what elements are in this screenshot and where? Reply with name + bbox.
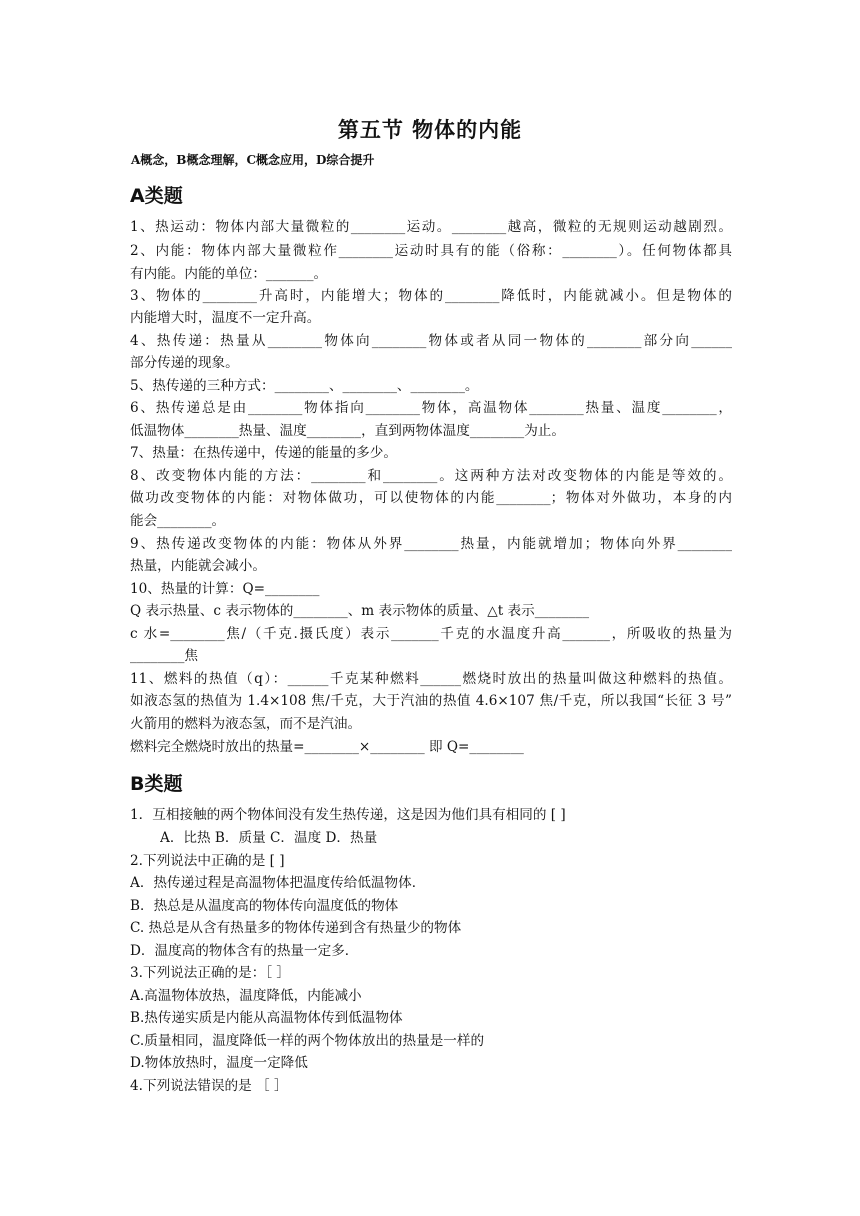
a-line-10: 低温物体________热量、温度________，直到两物体温度________为止。 [130, 423, 565, 439]
a-line-19: c 水=________焦/（千克.摄氏度）表示_______千克的水温度升高_______，所吸收的热量为 [130, 626, 732, 642]
b-question-3: 3.下列说法正确的是：［ ］ [130, 965, 291, 981]
a-line-11: 7、热量：在热传递中，传递的能量的多少。 [130, 445, 397, 461]
b-question-2-option-d: D．温度高的物体含有的热量一定多． [130, 943, 359, 959]
b-question-2: 2.下列说法中正确的是 [ ] [130, 853, 285, 869]
a-line-6: 4、热传递：热量从________物体向________物体或者从同一物体的________部分向______ [130, 333, 732, 349]
a-line-12: 8、改变物体内能的方法：________和________。这两种方法对改变物体的内能是等效的。 [130, 468, 732, 484]
b-question-3-option-c: C.质量相同，温度降低一样的两个物体放出的热量是一样的 [130, 1033, 485, 1049]
section-a-heading: A类题 [130, 185, 183, 207]
a-line-17: 10、热量的计算：Q=________ [130, 581, 320, 597]
b-question-3-option-b: B.热传递实质是内能从高温物体传到低温物体 [130, 1010, 403, 1026]
a-line-13: 做功改变物体的内能：对物体做功，可以使物体的内能________；物体对外做功，本身的内 [130, 490, 732, 506]
a-line-8: 5、热传递的三种方式：________、________、________。 [130, 378, 479, 394]
a-line-5: 内能增大时，温度不一定升高。 [130, 310, 321, 326]
a-line-1: 1、热运动：物体内部大量微粒的________运动。________越高，微粒的无规则运动越剧烈。 [130, 219, 732, 235]
level-legend: A概念，B概念理解，C概念应用，D综合提升 [131, 153, 375, 167]
b-question-4: 4.下列说法错误的是 ［ ］ [130, 1078, 288, 1094]
b-question-2-option-a: A．热传递过程是高温物体把温度传给低温物体． [130, 875, 426, 891]
a-line-21: 11、燃料的热值（q）：______千克某种燃料______燃烧时放出的热量叫做这种燃料的热值。 [130, 671, 732, 687]
a-line-7: 部分传递的现象。 [130, 355, 239, 371]
b-question-1: 1．互相接触的两个物体间没有发生热传递，这是因为他们具有相同的 [ ] [130, 807, 566, 823]
a-line-18: Q 表示热量、c 表示物体的________、m 表示物体的质量、△t 表示________ [130, 603, 590, 619]
b-question-2-option-b: B．热总是从温度高的物体传向温度低的物体 [130, 898, 399, 914]
a-line-20: ________焦 [130, 648, 198, 664]
b-question-1-options: A．比热 B．质量 C．温度 D．热量 [160, 830, 378, 846]
b-question-2-option-c: C. 热总是从含有热量多的物体传递到含有热量少的物体 [130, 920, 462, 936]
a-line-23: 火箭用的燃料为液态氢，而不是汽油。 [130, 716, 362, 732]
page-title: 第五节 物体的内能 [337, 118, 523, 142]
a-line-4: 3、物体的________升高时，内能增大；物体的________降低时，内能就减小。但是物体的 [130, 288, 732, 304]
a-line-9: 6、热传递总是由________物体指向________物体，高温物体________热量、温度________， [130, 400, 732, 416]
a-line-24: 燃料完全燃烧时放出的热量=________×________ 即 Q=________ [130, 739, 524, 755]
a-line-14: 能会________。 [130, 513, 226, 529]
a-line-3: 有内能。内能的单位：_______。 [130, 266, 328, 282]
a-line-22: 如液态氢的热值为 1.4×108 焦/千克，大于汽油的热值 4.6×107 焦/千克，所以我国“长征 3 号” [130, 693, 732, 709]
b-question-3-option-a: A.高温物体放热，温度降低，内能减小 [130, 988, 362, 1004]
section-b-heading: B类题 [130, 773, 183, 795]
b-question-3-option-d: D.物体放热时，温度一定降低 [130, 1055, 308, 1071]
a-line-2: 2、内能：物体内部大量微粒作________运动时具有的能（俗称：________）。任何物体都具 [130, 243, 732, 259]
a-line-16: 热量，内能就会减小。 [130, 558, 266, 574]
a-line-15: 9、热传递改变物体的内能：物体从外界________热量，内能就增加；物体向外界________ [130, 536, 732, 552]
